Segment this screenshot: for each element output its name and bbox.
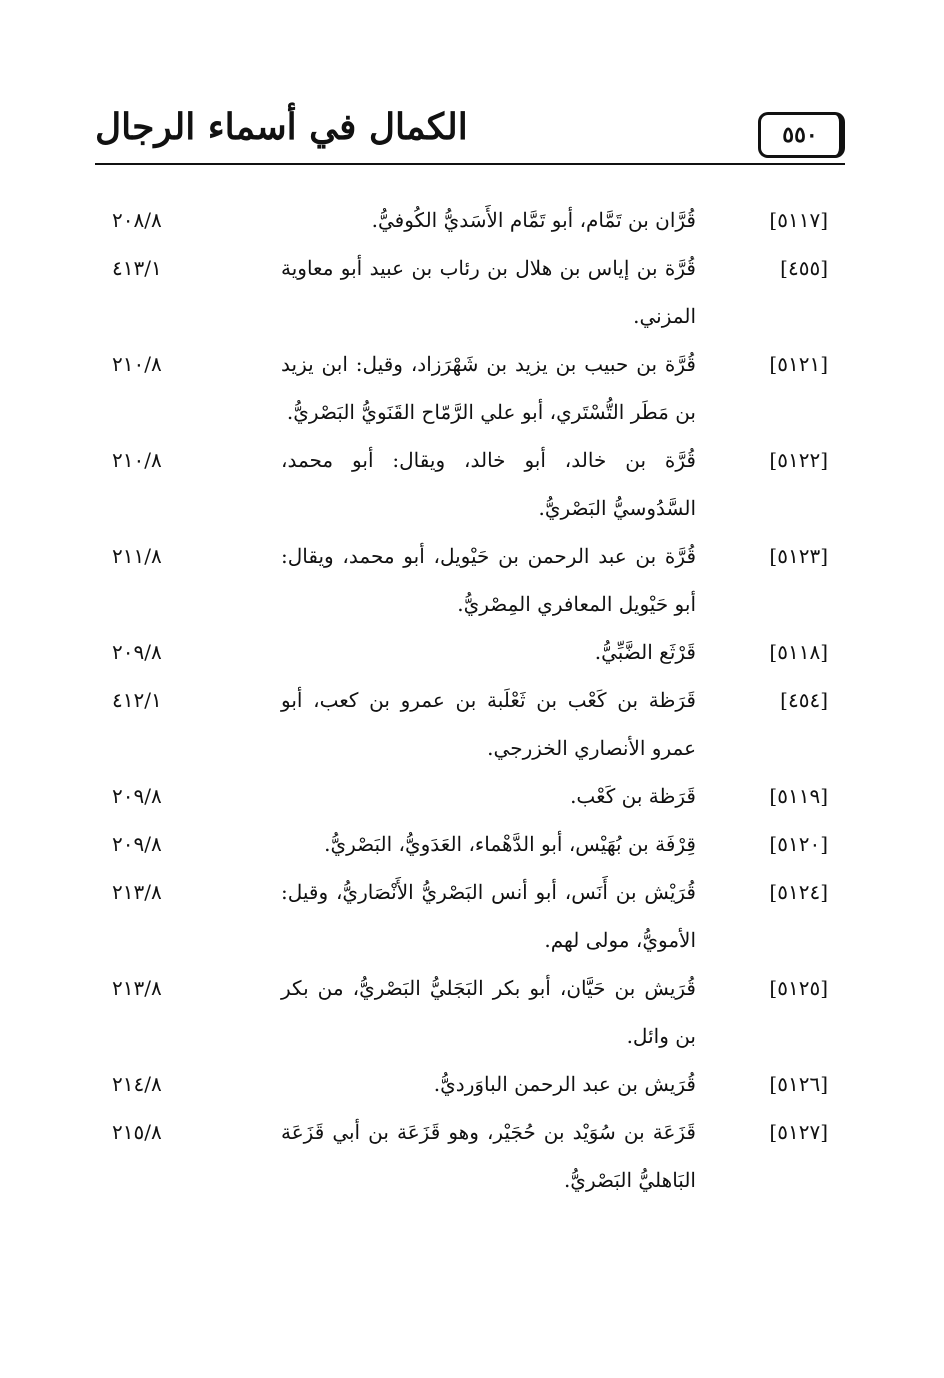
entry-reference: ٢١٥/٨ bbox=[112, 1120, 162, 1144]
entry-number: [٥١٢٧] bbox=[769, 1120, 828, 1144]
page-header bbox=[95, 100, 845, 165]
entry-reference: ٢١٣/٨ bbox=[112, 976, 162, 1000]
list-item bbox=[100, 628, 828, 676]
book-title: الكمال في أسماء الرجال bbox=[95, 106, 468, 148]
list-item bbox=[100, 340, 828, 436]
header-divider bbox=[95, 163, 845, 165]
entry-text: قُرَّة بن خالد، أبو خالد، ويقال: أبو محمد، السَّدُوسيُّ البَصْريُّ. bbox=[281, 448, 696, 520]
entry-number: [٥١١٨] bbox=[769, 640, 828, 664]
list-item bbox=[100, 772, 828, 820]
entry-reference: ٢٠٩/٨ bbox=[112, 832, 162, 856]
entry-list bbox=[100, 196, 828, 1204]
entry-text: قِرْفَة بن بُهَيْس، أبو الدَّهْماء، العَدَويُّ، البَصْريُّ. bbox=[324, 832, 696, 856]
entry-text: قُرَّة بن عبد الرحمن بن حَيْويل، أبو محمد، ويقال: أبو حَيْويل المعافري المِصْريُّ. bbox=[281, 544, 696, 616]
list-item bbox=[100, 1060, 828, 1108]
entry-reference: ٢١٤/٨ bbox=[112, 1072, 162, 1096]
entry-text: قَرَظة بن كَعْب بن ثَعْلَبة بن عمرو بن كعب، أبو عمرو الأنصاري الخزرجي. bbox=[281, 688, 696, 760]
list-item bbox=[100, 1108, 828, 1204]
entry-number: [٤٥٥] bbox=[780, 256, 828, 280]
entry-text: قُرَّة بن إياس بن هلال بن رئاب بن عبيد أبو معاوية المزني. bbox=[281, 256, 696, 328]
entry-text: قَرْثَع الضَّبِّيُّ. bbox=[594, 640, 696, 664]
entry-number: [٥١٢٣] bbox=[769, 544, 828, 568]
entry-text: قَرَظة بن كَعْب. bbox=[570, 784, 696, 808]
list-item bbox=[100, 244, 828, 340]
entry-text: قُرَّان بن تَمَّام، أبو تَمَّام الأَسَديُّ الكُوفيُّ. bbox=[371, 208, 696, 232]
entry-number: [٥١٢٠] bbox=[769, 832, 828, 856]
entry-reference: ٢١٠/٨ bbox=[112, 448, 162, 472]
entry-text: قُرَيش بن عبد الرحمن الباوَرديُّ. bbox=[433, 1072, 696, 1096]
entry-reference: ٢٠٨/٨ bbox=[112, 208, 162, 232]
entry-reference: ٢٠٩/٨ bbox=[112, 784, 162, 808]
entry-reference: ٤١٢/١ bbox=[112, 688, 162, 712]
entry-reference: ٢١٣/٨ bbox=[112, 880, 162, 904]
list-item bbox=[100, 676, 828, 772]
list-item bbox=[100, 868, 828, 964]
entry-number: [٥١٢١] bbox=[769, 352, 828, 376]
entry-text: قَزَعَة بن سُوَيْد بن حُجَيْر، وهو قَزَعَة بن أبي قَزَعَة البَاهليُّ البَصْريُّ. bbox=[281, 1120, 696, 1192]
page-number: ٥٥٠ bbox=[758, 112, 845, 158]
entry-number: [٥١١٩] bbox=[769, 784, 828, 808]
entry-reference: ٢١١/٨ bbox=[112, 544, 162, 568]
entry-number: [٥١٢٢] bbox=[769, 448, 828, 472]
list-item bbox=[100, 436, 828, 532]
entry-number: [٥١٢٥] bbox=[769, 976, 828, 1000]
entry-number: [٥١٢٤] bbox=[769, 880, 828, 904]
entry-number: [٥١١٧] bbox=[769, 208, 828, 232]
list-item bbox=[100, 532, 828, 628]
entry-text: قُرَيْش بن أَنَس، أبو أنس البَصْريُّ الأَنْصَاريُّ، وقيل: الأمويُّ، مولى لهم. bbox=[281, 880, 696, 952]
list-item bbox=[100, 820, 828, 868]
list-item bbox=[100, 964, 828, 1060]
entry-number: [٤٥٤] bbox=[780, 688, 828, 712]
entry-reference: ٢١٠/٨ bbox=[112, 352, 162, 376]
entry-reference: ٢٠٩/٨ bbox=[112, 640, 162, 664]
list-item bbox=[100, 196, 828, 244]
entry-reference: ٤١٣/١ bbox=[112, 256, 162, 280]
entry-text: قُرَيش بن حَيَّان، أبو بكر البَجَليُّ البَصْريُّ، من بكر بن وائل. bbox=[281, 976, 696, 1048]
entry-text: قُرَّة بن حبيب بن يزيد بن شَهْرَزاد، وقيل: ابن يزيد بن مَطَر التُّسْتَري، أبو علي الرَّمّاح القَنَويُّ البَصْريُّ. bbox=[281, 352, 696, 424]
entry-number: [٥١٢٦] bbox=[769, 1072, 828, 1096]
